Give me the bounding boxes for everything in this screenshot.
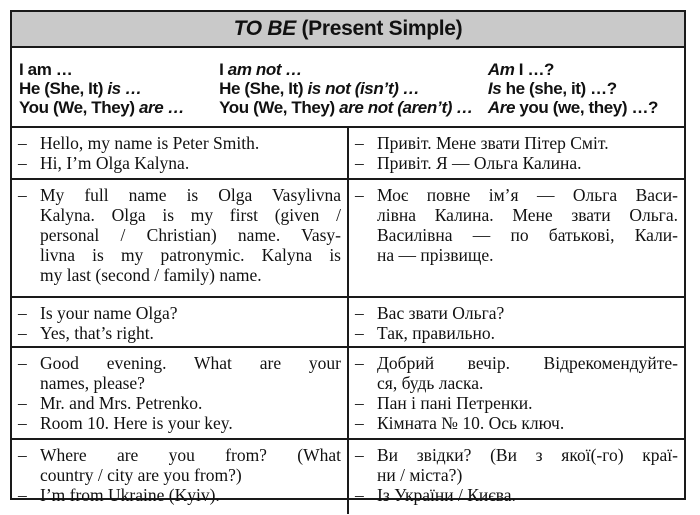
form-verb: are …: [138, 98, 185, 117]
affirmative-line: [19, 98, 215, 117]
text-line: [18, 153, 341, 173]
line-text: livna is my patronymic. Kalyna is: [40, 245, 341, 265]
text-line: [355, 323, 678, 343]
line-text: Добрий вечір. Відрекомендуйте-: [377, 353, 678, 373]
form-subject: I am …: [19, 60, 73, 79]
text-line: [18, 373, 341, 393]
form-verb: Am: [487, 60, 515, 79]
line-text: Good evening. What are your: [40, 353, 341, 373]
text-line: [18, 445, 341, 465]
grammar-table: [10, 10, 686, 505]
dash-marker: –: [18, 413, 27, 433]
text-line: [355, 353, 678, 373]
text-line: [18, 393, 341, 413]
line-text: Kalyna. Olga is my first (given /: [40, 205, 341, 225]
form-subject: he (she, it) …?: [501, 79, 617, 98]
line-text: Mr. and Mrs. Petrenko.: [40, 393, 203, 413]
text-line: [355, 413, 678, 433]
ukrainian-cell: [349, 180, 684, 296]
form-verb: are not (aren’t) …: [339, 98, 473, 117]
line-text: my last (second / family) name.: [40, 265, 262, 285]
text-line: [18, 185, 341, 205]
english-cell: [12, 440, 349, 514]
text-line: [355, 303, 678, 323]
line-text: Room 10. Here is your key.: [40, 413, 233, 433]
form-verb: am not …: [227, 60, 303, 79]
text-line: [18, 303, 341, 323]
form-verb: Is: [487, 79, 502, 98]
form-verb: is not (isn’t) …: [307, 79, 420, 98]
question-line: [488, 79, 684, 98]
dash-marker: –: [355, 413, 364, 433]
negative-line: [219, 98, 484, 117]
affirmative-line: [19, 60, 215, 79]
dash-marker: –: [355, 303, 364, 323]
text-line: [355, 225, 678, 245]
text-line: [18, 323, 341, 343]
dash-marker: –: [355, 445, 364, 465]
dash-marker: –: [355, 185, 364, 205]
line-text: Василівна — по батькові, Кали-: [377, 225, 678, 245]
text-line: [18, 205, 341, 225]
line-text: Is your name Olga?: [40, 303, 178, 323]
text-line: [18, 485, 341, 505]
text-line: [355, 153, 678, 173]
line-text: Yes, that’s right.: [40, 323, 154, 343]
dialogue-row: [12, 440, 684, 514]
form-subject: you (we, they) …?: [515, 98, 659, 117]
line-text: ни / міста?): [377, 465, 463, 485]
line-text: I’m from Ukraine (Kyiv).: [40, 485, 220, 505]
text-line: [355, 133, 678, 153]
line-text: names, please?: [40, 373, 145, 393]
dash-marker: –: [18, 393, 27, 413]
dialogue-row: [12, 180, 684, 298]
form-verb: Are: [487, 98, 516, 117]
text-line: [18, 413, 341, 433]
dialogue-row: [12, 128, 684, 180]
line-text: My full name is Olga Vasylivna: [40, 185, 341, 205]
title-rest: (Present Simple): [295, 17, 463, 40]
form-verb: is …: [107, 79, 142, 98]
english-cell: [12, 128, 349, 178]
affirmative-line: [19, 79, 215, 98]
line-text: Кімната № 10. Ось ключ.: [377, 413, 565, 433]
dash-marker: –: [355, 393, 364, 413]
ukrainian-cell: [349, 440, 684, 514]
dialogue-rows: [12, 128, 684, 514]
line-text: personal / Christian) name. Vasy-: [40, 225, 341, 245]
line-text: Where are you from? (What: [40, 445, 341, 465]
dash-marker: –: [18, 133, 27, 153]
text-line: [355, 485, 678, 505]
line-text: country / city are you from?): [40, 465, 242, 485]
text-line: [18, 225, 341, 245]
form-subject: I …?: [514, 60, 555, 79]
question-column: [484, 60, 684, 126]
form-subject: You (We, They): [19, 98, 139, 117]
line-text: Пан і пані Петренки.: [377, 393, 533, 413]
dialogue-row: [12, 298, 684, 348]
line-text: на — прізвище.: [377, 245, 494, 265]
question-line: [488, 60, 684, 79]
text-line: [18, 353, 341, 373]
dialogue-row: [12, 348, 684, 440]
form-subject: He (She, It): [19, 79, 108, 98]
table-title: [12, 12, 684, 48]
english-cell: [12, 348, 349, 438]
dash-marker: –: [18, 485, 27, 505]
line-text: ся, будь ласка.: [377, 373, 484, 393]
line-text: Моє повне ім’я — Ольга Васи-: [377, 185, 678, 205]
text-line: [355, 445, 678, 465]
line-text: Вас звати Ольга?: [377, 303, 505, 323]
line-text: Привіт. Мене звати Пітер Сміт.: [377, 133, 609, 153]
conjugation-header: [12, 48, 684, 128]
text-line: [18, 465, 341, 485]
ukrainian-cell: [349, 348, 684, 438]
ukrainian-cell: [349, 128, 684, 178]
ukrainian-cell: [349, 298, 684, 346]
text-line: [18, 133, 341, 153]
dash-marker: –: [18, 445, 27, 465]
text-line: [355, 205, 678, 225]
negative-column: [215, 60, 484, 126]
line-text: Так, правильно.: [377, 323, 495, 343]
form-subject: I: [219, 60, 228, 79]
form-subject: You (We, They): [219, 98, 340, 117]
english-cell: [12, 298, 349, 346]
dash-marker: –: [18, 323, 27, 343]
dash-marker: –: [18, 185, 27, 205]
dash-marker: –: [18, 303, 27, 323]
dash-marker: –: [355, 133, 364, 153]
dash-marker: –: [18, 153, 27, 173]
text-line: [18, 245, 341, 265]
line-text: Привіт. Я — Ольга Калина.: [377, 153, 582, 173]
line-text: лівна Калина. Мене звати Ольга.: [377, 205, 678, 225]
form-subject: He (She, It): [219, 79, 308, 98]
dash-marker: –: [355, 485, 364, 505]
title-to-be: TO BE: [233, 17, 296, 40]
dash-marker: –: [355, 353, 364, 373]
dash-marker: –: [355, 153, 364, 173]
text-line: [355, 245, 678, 265]
text-line: [355, 185, 678, 205]
negative-line: [219, 79, 484, 98]
dash-marker: –: [355, 323, 364, 343]
line-text: Із України / Києва.: [377, 485, 516, 505]
affirmative-column: [12, 60, 215, 126]
dash-marker: –: [18, 353, 27, 373]
text-line: [355, 465, 678, 485]
negative-line: [219, 60, 484, 79]
line-text: Hi, I’m Olga Kalyna.: [40, 153, 190, 173]
text-line: [355, 393, 678, 413]
line-text: Ви звідки? (Ви з якої(-го) краї-: [377, 445, 678, 465]
line-text: Hello, my name is Peter Smith.: [40, 133, 260, 153]
text-line: [18, 265, 341, 285]
english-cell: [12, 180, 349, 296]
question-line: [488, 98, 684, 117]
text-line: [355, 373, 678, 393]
